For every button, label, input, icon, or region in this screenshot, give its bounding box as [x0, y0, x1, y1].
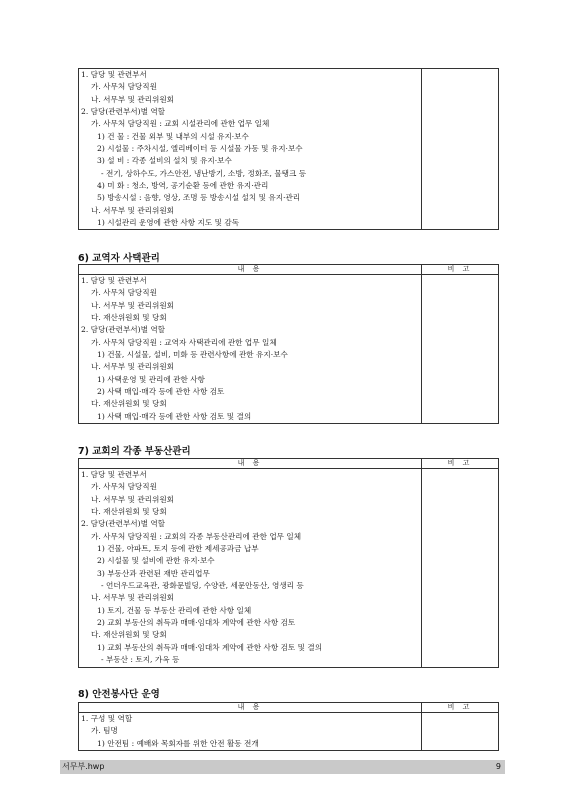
table-note-cell — [422, 275, 499, 424]
section-heading: 8) 안전봉사단 운영 — [78, 689, 160, 700]
footer-filename: 서무부.hwp — [62, 762, 105, 771]
table-content-cell — [79, 69, 422, 230]
content-line: 나. 서무부 및 관리위원회 — [91, 494, 175, 504]
content-line: 1) 시설관리 운영에 관한 사항 지도 및 감독 — [97, 218, 240, 228]
content-line: 3) 설 비 : 각종 설비의 설치 및 유지·보수 — [97, 156, 232, 166]
real-estate-management-table — [78, 458, 499, 668]
parsonage-management-table — [78, 264, 499, 424]
column-header-note: 비 고 — [422, 265, 499, 275]
content-line: 가. 사무처 담당직원 : 교회의 각종 부동산관리에 관한 업무 일체 — [91, 531, 302, 541]
content-line: 1) 건물, 아파트, 토지 등에 관한 제세공과금 납부 — [97, 544, 259, 554]
table-note-cell — [422, 469, 499, 668]
content-line: 나. 서무부 및 관리위원회 — [91, 300, 175, 310]
content-line: 가. 팀명 — [91, 726, 118, 736]
column-header-content: 내 용 — [79, 265, 422, 275]
content-line: 1. 담당 및 관련부서 — [81, 470, 147, 479]
content-line: - 전기, 상하수도, 가스안전, 냉난방기, 소방, 정화조, 물탱크 등 — [101, 168, 307, 178]
content-line: 가. 사무처 담당직원 — [91, 82, 157, 92]
content-line: 2. 담당(관련부서)별 역할 — [81, 519, 166, 529]
table-content-cell — [79, 713, 422, 751]
content-line: 다. 재산위원회 및 당회 — [91, 630, 167, 640]
column-header-note: 비 고 — [422, 459, 499, 469]
table-content-cell — [79, 275, 422, 424]
content-line: 나. 서무부 및 관리위원회 — [91, 205, 175, 215]
column-header-note: 비 고 — [422, 703, 499, 713]
facility-management-table — [78, 68, 499, 230]
content-line: 1) 교회 부동산의 취득과 매매·임대차 계약에 관한 사항 검토 및 결의 — [97, 642, 323, 652]
content-line: 2) 사택 매입·매각 등에 관한 사항 검토 — [97, 387, 225, 397]
content-line: 2. 담당(관련부서)별 역할 — [81, 107, 166, 117]
content-line: 4) 미 화 : 청소, 방역, 공기순환 등에 관한 유지·관리 — [97, 181, 269, 191]
content-line: 다. 재산위원회 및 당회 — [91, 313, 167, 323]
page-footer — [60, 760, 505, 774]
table-note-cell — [422, 69, 499, 230]
safety-volunteer-table — [78, 702, 499, 751]
column-header-content: 내 용 — [79, 459, 422, 469]
content-line: 다. 재산위원회 및 당회 — [91, 507, 167, 517]
column-header-content: 내 용 — [79, 703, 422, 713]
content-line: 나. 서무부 및 관리위원회 — [91, 362, 175, 372]
content-line: 가. 사무처 담당직원 : 교회 시설관리에 관한 업무 일체 — [91, 119, 270, 129]
content-line: 1) 건 물 : 건물 외부 및 내부의 시설 유지·보수 — [97, 131, 249, 141]
content-line: - 언더우드교육관, 광화문빌딩, 수양관, 세문안동산, 영생리 등 — [101, 581, 304, 591]
content-line: 5) 방송시설 : 음향, 영상, 조명 등 방송시설 설치 및 유지·관리 — [97, 193, 301, 203]
content-line: 1. 담당 및 관련부서 — [81, 276, 147, 285]
content-line: 1) 토지, 건물 등 부동산 관리에 관한 사항 일체 — [97, 605, 252, 615]
page-number: 9 — [495, 762, 501, 771]
content-line: 1) 사택 매입·매각 등에 관한 사항 검토 및 결의 — [97, 411, 252, 421]
content-line: - 부동산 : 토지, 가옥 등 — [101, 655, 180, 665]
content-line: 나. 서무부 및 관리위원회 — [91, 593, 175, 603]
content-line: 나. 서무부 및 관리위원회 — [91, 94, 175, 104]
content-line: 가. 사무처 담당직원 : 교역자 사택관리에 관한 업무 일체 — [91, 337, 277, 347]
content-line: 1) 건물, 시설물, 설비, 미화 등 관련사항에 관한 유지·보수 — [97, 350, 288, 360]
content-line: 2) 시설물 : 주차시설, 엘리베이터 등 시설물 가동 및 유지·보수 — [97, 144, 303, 154]
section-heading: 7) 교회의 각종 부동산관리 — [78, 446, 191, 457]
section-heading: 6) 교역자 사택관리 — [78, 253, 160, 264]
content-line: 2) 교회 부동산의 취득과 매매·임대차 계약에 관한 사항 검토 — [97, 618, 296, 628]
content-line: 2) 시설물 및 설비에 관한 유지·보수 — [97, 556, 215, 566]
content-line: 1) 사택운영 및 관리에 관한 사항 — [97, 374, 205, 384]
content-line: 1. 구성 및 역할 — [81, 714, 133, 723]
content-line: 3) 부동산과 관련된 재반 관리업무 — [97, 568, 210, 578]
content-line: 2. 담당(관련부서)별 역할 — [81, 325, 166, 335]
content-line: 1) 안전팀 : 예배와 목회자를 위한 안전 활동 전개 — [97, 738, 259, 748]
content-line: 1. 담당 및 관련부서 — [81, 70, 147, 79]
content-line: 가. 사무처 담당직원 — [91, 288, 157, 298]
table-note-cell — [422, 713, 499, 751]
table-content-cell — [79, 469, 422, 668]
content-line: 다. 재산위원회 및 당회 — [91, 399, 167, 409]
content-line: 가. 사무처 담당직원 — [91, 482, 157, 492]
